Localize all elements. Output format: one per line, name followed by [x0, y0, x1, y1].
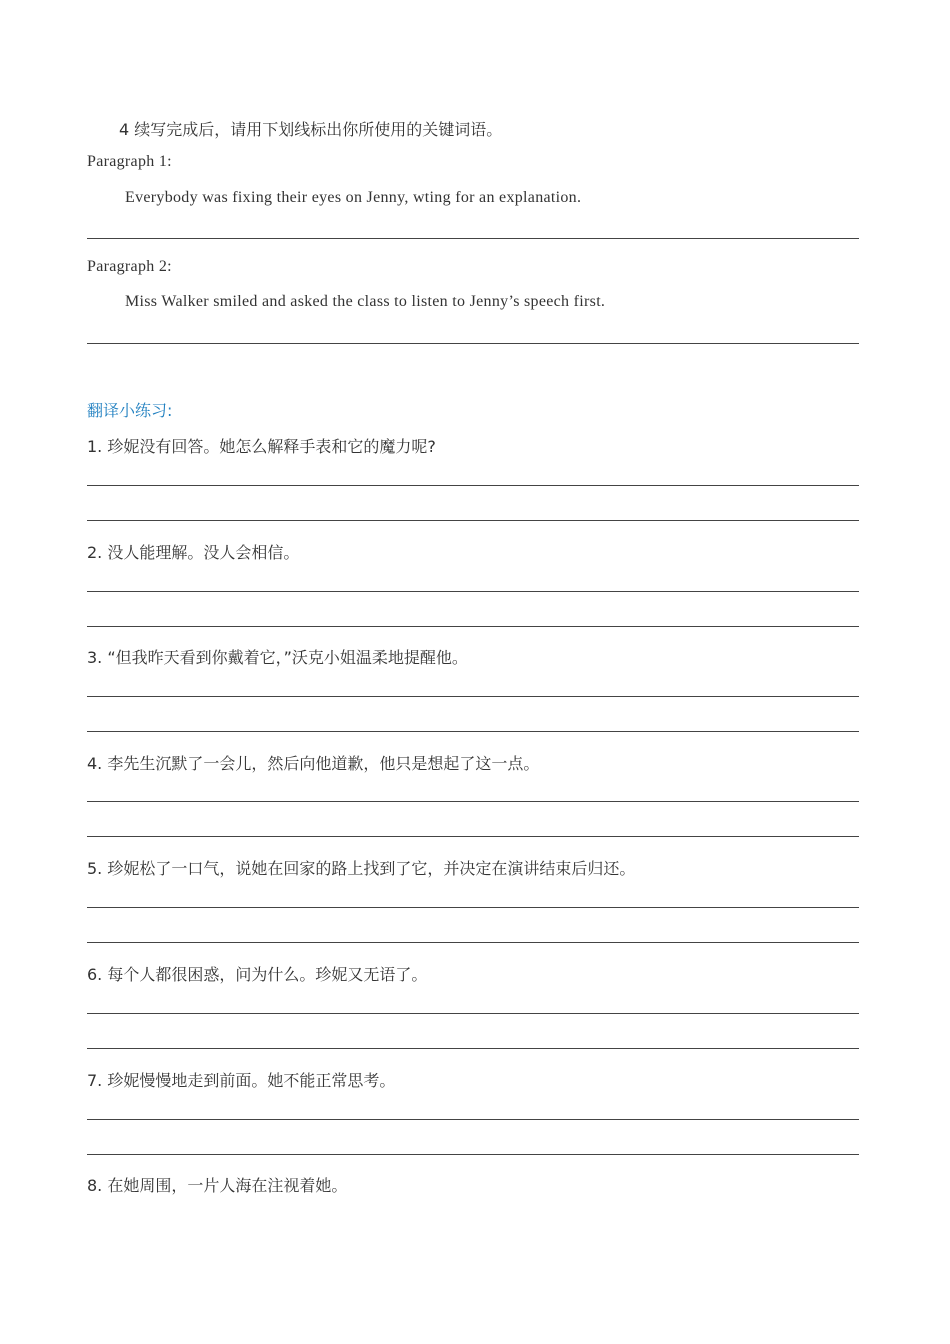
paragraph-1-label: Paragraph 1:	[87, 153, 172, 170]
translation-item-1: 1. 珍妮没有回答。她怎么解释手表和它的魔力呢?	[87, 437, 436, 456]
answer-line[interactable]	[87, 801, 859, 802]
paragraph-2-writing-line[interactable]	[87, 343, 859, 344]
translation-item-4: 4. 李先生沉默了一会儿，然后向他道歉，他只是想起了这一点。	[87, 754, 540, 773]
answer-line[interactable]	[87, 731, 859, 732]
answer-line[interactable]	[87, 696, 859, 697]
answer-line[interactable]	[87, 1119, 859, 1120]
answer-line[interactable]	[87, 836, 859, 837]
translation-item-3: 3. “但我昨天看到你戴着它，”沃克小姐温柔地提醒他。	[87, 648, 468, 667]
translation-heading: 翻译小练习:	[87, 401, 173, 420]
paragraph-1-writing-line[interactable]	[87, 238, 859, 239]
answer-line[interactable]	[87, 1154, 859, 1155]
answer-line[interactable]	[87, 1048, 859, 1049]
paragraph-2-opening: Miss Walker smiled and asked the class to listen to Jenny’s speech first.	[125, 293, 606, 310]
answer-line[interactable]	[87, 907, 859, 908]
translation-item-2: 2. 没人能理解。没人会相信。	[87, 543, 300, 562]
instruction-text: 4 续写完成后，请用下划线标出你所使用的关键词语。	[119, 120, 503, 139]
translation-item-7: 7. 珍妮慢慢地走到前面。她不能正常思考。	[87, 1071, 396, 1090]
translation-item-6: 6. 每个人都很困惑，问为什么。珍妮又无语了。	[87, 965, 428, 984]
answer-line[interactable]	[87, 591, 859, 592]
paragraph-2-label: Paragraph 2:	[87, 258, 172, 275]
paragraph-1-opening: Everybody was fixing their eyes on Jenny, wting for an explanation.	[125, 189, 582, 206]
answer-line[interactable]	[87, 942, 859, 943]
answer-line[interactable]	[87, 1013, 859, 1014]
answer-line[interactable]	[87, 626, 859, 627]
answer-line[interactable]	[87, 520, 859, 521]
answer-line[interactable]	[87, 485, 859, 486]
translation-item-8: 8. 在她周围，一片人海在注视着她。	[87, 1176, 348, 1195]
translation-item-5: 5. 珍妮松了一口气，说她在回家的路上找到了它，并决定在演讲结束后归还。	[87, 859, 636, 878]
